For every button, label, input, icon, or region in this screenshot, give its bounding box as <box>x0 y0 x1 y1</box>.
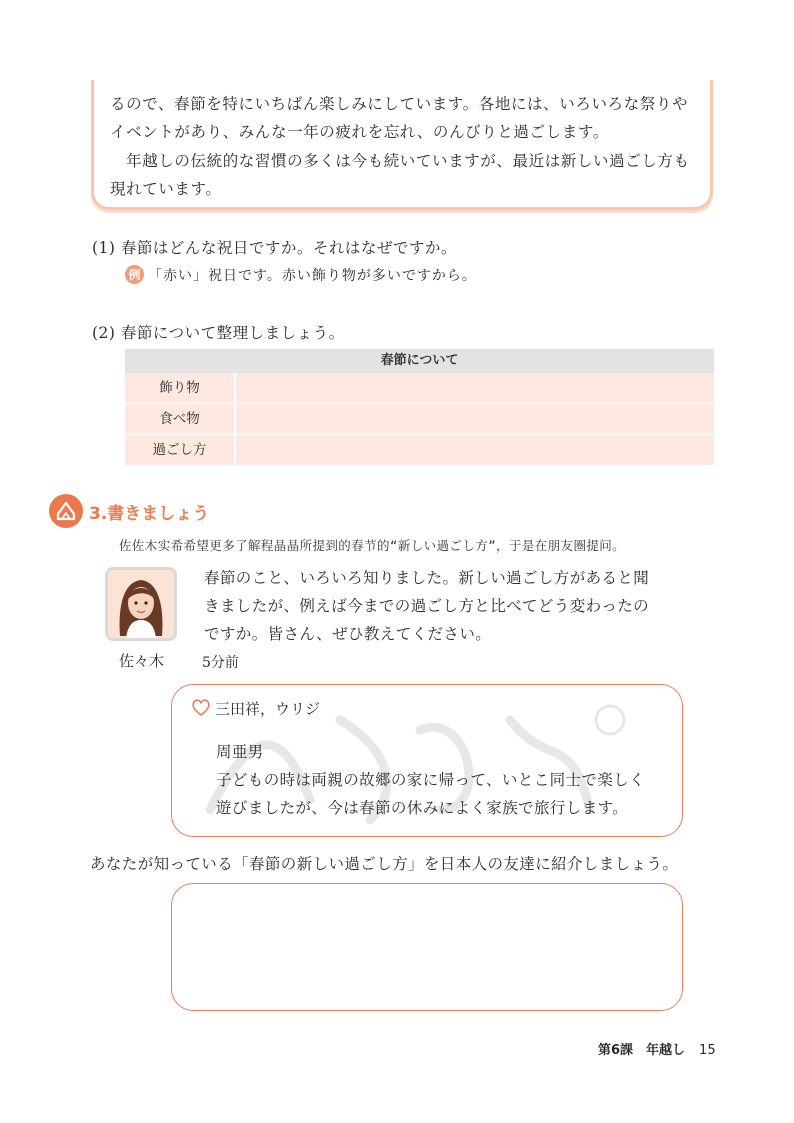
page-number: 15 <box>699 1043 716 1058</box>
question-2: (2) 春節について整理しましょう。 <box>92 324 345 342</box>
table-row <box>125 404 714 435</box>
likes-list: 三田祥，ウリジ <box>215 700 321 718</box>
lesson-label: 第6課 年越し <box>598 1043 686 1058</box>
pencil-icon <box>48 493 84 529</box>
passage-line: 現れています。 <box>110 180 222 198</box>
table-row <box>125 373 714 404</box>
table-header: 春節について <box>125 349 714 373</box>
example-badge: 例 <box>125 265 144 284</box>
row-label: 食べ物 <box>125 404 236 434</box>
post-text-line: ですか。皆さん、ぜひ教えてください。 <box>204 625 492 643</box>
post-timestamp: 5分前 <box>202 655 239 671</box>
writing-prompt: あなたが知っている「春節の新しい過ごし方」を日本人の友達に紹介しましょう。 <box>90 855 679 873</box>
section-instruction: 佐佐木实希希望更多了解程晶晶所提到的春节的“新しい過ごし方”，于是在朋友圈提问。 <box>119 538 626 553</box>
answer-cell[interactable] <box>236 435 714 465</box>
row-label: 飾り物 <box>125 373 236 403</box>
heart-icon[interactable] <box>191 698 211 717</box>
passage-line: イベントがあり、みんな一年の疲れを忘れ、のんびりと過ごします。 <box>110 123 609 141</box>
page-footer <box>598 1039 716 1058</box>
post-text-line: 春節のこと、いろいろ知りました。新しい過ごし方があると聞 <box>204 569 650 587</box>
comment-text-line: 子どもの時は両親の故郷の家に帰って、いとこ同士で楽しく <box>216 771 645 789</box>
question-1: (1) 春節はどんな祝日ですか。それはなぜですか。 <box>92 239 457 257</box>
row-label: 過ごし方 <box>125 435 236 465</box>
answer-cell[interactable] <box>236 404 714 434</box>
avatar <box>105 567 177 641</box>
post-text-line: きましたが、例えば今までの過ごし方と比べてどう変わったの <box>204 597 650 615</box>
passage-line: るので、春節を特にいちばん楽しみにしています。各地には、いろいろな祭りや <box>110 95 689 113</box>
passage-line: 年越しの伝統的な習慣の多くは今も続いていますが、最近は新しい過ごし方も <box>110 152 690 170</box>
section-title: 3.書きましょう <box>89 504 210 524</box>
reading-passage-box <box>91 80 713 210</box>
answer-box[interactable] <box>171 883 683 1011</box>
comment-text-line: 遊びましたが、今は春節の休みによく家族で旅行します。 <box>216 799 629 817</box>
spring-festival-table <box>125 349 714 466</box>
answer-cell[interactable] <box>236 373 714 403</box>
table-row <box>125 435 714 466</box>
post-author: 佐々木 <box>119 652 165 670</box>
example-answer: 「赤い」祝日です。赤い飾り物が多いですから。 <box>148 268 477 284</box>
comment-author: 周亜男 <box>216 743 264 761</box>
